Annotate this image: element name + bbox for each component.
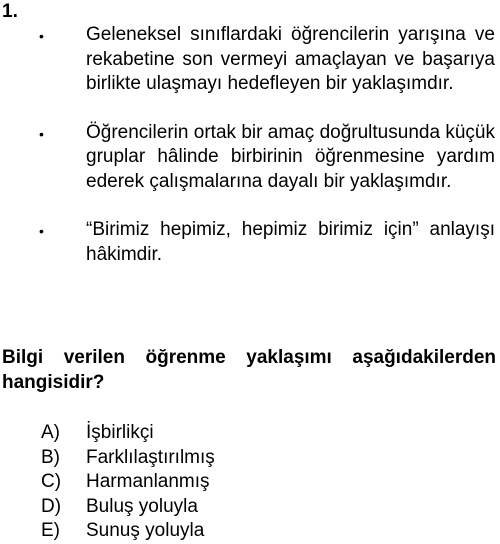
option-text: Sunuş yoluyla <box>86 520 205 541</box>
premise-list <box>0 23 500 291</box>
answer-option-a[interactable] <box>0 421 500 446</box>
bullet-icon: • <box>39 223 44 239</box>
premise-text: Geleneksel sınıflardaki öğrencilerin yarışına ve rekabetine son vermeyi amaçlayan ve başarıya birlikte ulaşmayı hedefleyen bir yaklaşımdır. <box>86 24 495 94</box>
answer-option-e[interactable] <box>0 519 500 544</box>
option-text: İşbirlikçi <box>86 422 154 443</box>
option-text: Buluş yoluyla <box>86 495 198 517</box>
option-letter: C) <box>41 471 62 492</box>
premise-item <box>0 23 500 97</box>
answer-options <box>0 421 500 544</box>
option-letter: A) <box>41 422 60 443</box>
option-letter: D) <box>41 495 62 517</box>
question-number: 1. <box>2 1 18 22</box>
answer-option-d[interactable] <box>0 495 500 520</box>
premise-item <box>0 218 500 267</box>
question-stem: Bilgi verilen öğrenme yaklaşımı aşağıdakilerden hangisidir? <box>2 347 496 393</box>
option-text: Harmanlanmış <box>86 471 210 492</box>
option-text: Farklılaştırılmış <box>86 446 215 468</box>
bullet-icon: • <box>39 28 44 44</box>
premise-text: Öğrencilerin ortak bir amaç doğrultusunda küçük gruplar hâlinde birbirinin öğrenmesine yardım ederek çalışmalarına dayalı bir yaklaşımdır. <box>86 121 495 192</box>
option-letter: E) <box>41 520 60 541</box>
answer-option-c[interactable] <box>0 470 500 495</box>
premise-item <box>0 121 500 195</box>
option-letter: B) <box>41 446 60 468</box>
premise-text: “Birimiz hepimiz, hepimiz birimiz için” anlayışı hâkimdir. <box>86 219 495 265</box>
bullet-icon: • <box>39 125 44 142</box>
answer-option-b[interactable] <box>0 446 500 471</box>
